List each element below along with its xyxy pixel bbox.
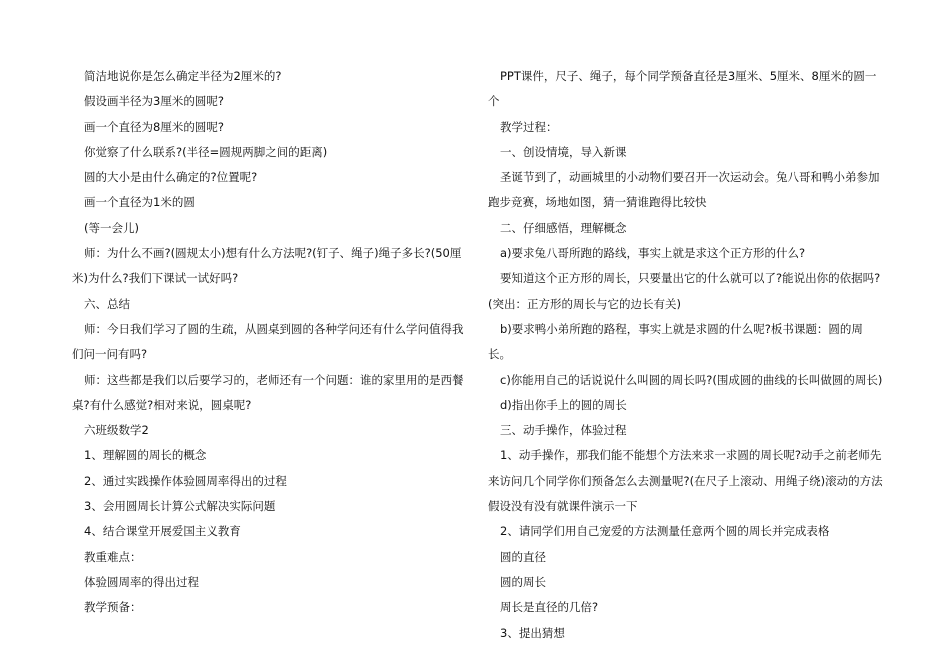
paragraph: c)你能用自己的话说说什么叫圆的周长吗?(围成圆的曲线的长叫做圆的周长) xyxy=(500,372,883,387)
left-column xyxy=(72,64,468,621)
table-label: 圆的直径 xyxy=(500,549,546,564)
paragraph: 1、动手操作，那我们能不能想个方法来求一求圆的周长呢?动手之前老师先来访问几个同学你们预备怎么去测量呢?(在尺子上滚动、用绳子绕)滚动的方法假设没有没有就课件演示一下 xyxy=(488,448,883,514)
paragraph: 师：今日我们学习了圆的生疏，从圆桌到圆的各种学问还有什么学问值得我们问一问有吗? xyxy=(72,321,464,362)
objective-item: 1、理解圆的周长的概念 xyxy=(84,448,207,463)
paragraph: 圆的大小是由什么确定的?位置呢? xyxy=(84,170,258,185)
section-heading: 三、动手操作，体验过程 xyxy=(500,423,627,438)
objective-item: 4、结合课堂开展爱国主义教育 xyxy=(84,524,241,539)
paragraph: 画一个直径为8厘米的圆呢? xyxy=(84,119,224,134)
section-heading: 二、仔细感悟，理解概念 xyxy=(500,220,627,235)
paragraph: 3、提出猜想 xyxy=(500,625,565,640)
section-heading: 一、创设情境，导入新课 xyxy=(500,144,627,159)
paragraph: 画一个直径为1米的圆 xyxy=(84,195,195,210)
paragraph: 师：这些都是我们以后要学习的，老师还有一个问题：谁的家里用的是西餐桌?有什么感觉?相对来说，圆桌呢? xyxy=(72,372,464,412)
paragraph: PPT课件，尺子、绳子，每个同学预备直径是3厘米、5厘米、8厘米的圆一个 xyxy=(488,69,877,109)
table-label: 周长是直径的几倍? xyxy=(500,600,599,615)
section-heading: 教学过程： xyxy=(500,119,558,134)
paragraph: 圣诞节到了，动画城里的小动物们要召开一次运动会。兔八哥和鸭小弟参加跑步竞赛，场地如图，猜一猜谁跑得比较快 xyxy=(488,170,880,210)
objective-item: 2、通过实践操作体验圆周率得出的过程 xyxy=(84,473,287,488)
paragraph: 假设画半径为3厘米的圆呢? xyxy=(84,94,224,109)
section-heading: 六、总结 xyxy=(84,296,130,311)
paragraph: 2、请同学们用自己宠爱的方法测量任意两个圆的周长并完成表格 xyxy=(500,524,830,539)
objective-item: 3、会用圆周长计算公式解决实际问题 xyxy=(84,499,276,514)
section-heading: 教重难点： xyxy=(84,549,142,564)
paragraph: a)要求兔八哥所跑的路线，事实上就是求这个正方形的什么? xyxy=(500,246,806,261)
right-column xyxy=(488,64,884,646)
lesson-title: 六班级数学2 xyxy=(84,423,149,438)
paragraph: 简洁地说你是怎么确定半径为2厘米的? xyxy=(84,69,282,83)
paragraph: b)要求鸭小弟所跑的路程，事实上就是求圆的什么呢?板书课题：圆的周长。 xyxy=(488,321,863,362)
paragraph: 要知道这个正方形的周长，只要量出它的什么就可以了?能说出你的依据吗?(突出：正方形的周长与它的边长有关) xyxy=(488,271,881,311)
paragraph: 体验圆周率的得出过程 xyxy=(84,574,199,589)
section-heading: 教学预备： xyxy=(84,600,142,615)
paragraph: 师：为什么不画?(圆规太小)想有什么方法呢?(钉子、绳子)绳子多长?(50厘米)为什么?我们下课试一试好吗? xyxy=(72,246,462,286)
paragraph: (等一会儿) xyxy=(84,220,139,235)
paragraph: 你觉察了什么联系?(半径=圆规两脚之间的距离) xyxy=(84,144,328,159)
table-label: 圆的周长 xyxy=(500,574,546,589)
paragraph: d)指出你手上的圆的周长 xyxy=(500,397,627,412)
